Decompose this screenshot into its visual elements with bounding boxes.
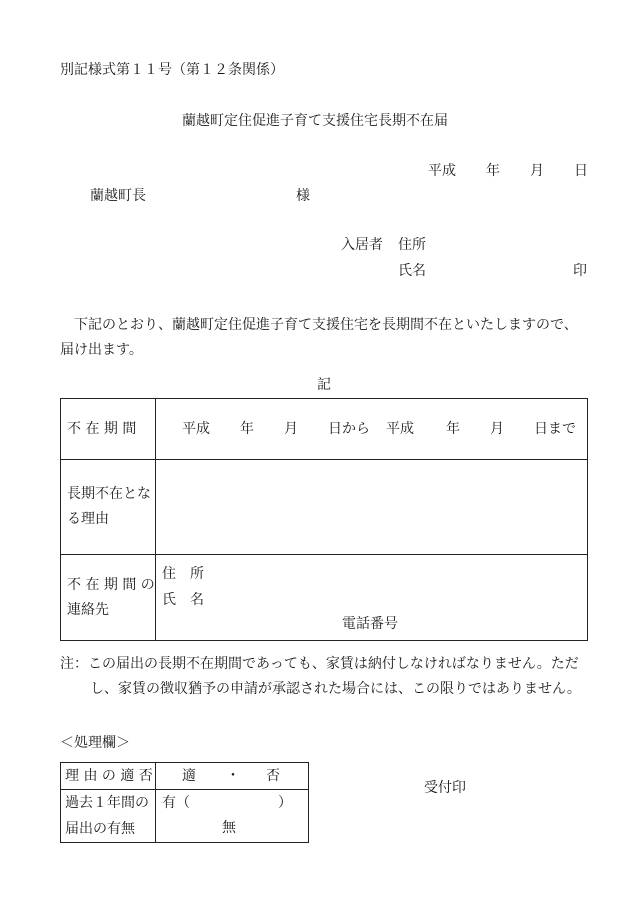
processing-approve: 適 [182,768,196,784]
processing-row-history [61,790,309,843]
contact-label-text: 不 在 期 間 の連絡先 [67,576,155,618]
date-year: 年 [486,163,500,179]
processing-reason-cell[interactable] [156,763,309,790]
reason-label-text: 長期不在となる理由 [67,486,151,527]
period-to-month: 月 [490,421,504,437]
period-to-era: 平成 [386,421,414,437]
processing-history-label-text: 過去１年間の届出の有無 [65,795,149,837]
period-from-month: 月 [284,421,298,437]
period-to-day: 日まで [534,421,576,437]
contact-phone-label: 電話番号 [342,616,398,632]
period-label-text: 不 在 期 間 [67,420,137,437]
contact-address-label: 住 所 [162,566,204,582]
processing-history-close: ） [278,795,292,811]
processing-reason-label-text: 理 由 の 適 否 [65,768,153,784]
processing-reason-label [61,763,156,790]
period-from-year: 年 [240,421,254,437]
processing-row-reason [61,763,309,790]
processing-history-cell[interactable] [156,790,309,843]
reason-label [61,460,156,555]
body-text: 下記のとおり、蘭越町定住促進子育て支援住宅を長期間不在といたしますので、届け出ます。 [60,317,578,358]
period-cell[interactable] [156,399,588,460]
processing-history-label [61,790,156,843]
honorific: 様 [296,188,310,204]
date-day: 日 [574,163,588,179]
processing-history-no: 無 [222,820,236,836]
receipt-stamp-label: 受付印 [424,780,466,796]
reason-input[interactable] [156,460,588,555]
record-heading: 記 [317,377,331,393]
contact-label [61,555,156,641]
processing-reject: 否 [266,768,280,784]
processing-table [60,762,309,843]
note-text: 注：この届出の長期不在期間であっても、家賃は納付しなければなりません。ただし、家賃の徴収猶予の申請が承認された場合には、この限りではありません。 [60,656,581,697]
contact-name-label: 氏 名 [162,592,204,608]
form-number: 別記様式第１１号（第１２条関係） [60,62,284,78]
contact-row [61,555,588,641]
application-table [60,398,588,641]
resident-label: 入居者 [341,237,383,253]
period-to-year: 年 [446,421,460,437]
processing-history-yes: 有（ [162,795,190,811]
document-title: 蘭越町定住促進子育て支援住宅長期不在届 [182,113,448,129]
addressee: 蘭越町長 [90,188,146,204]
period-label [61,399,156,460]
date-month: 月 [530,163,544,179]
applicant-name-label: 氏名 [398,263,426,279]
processing-separator: ・ [226,768,240,784]
period-from-day: 日から [328,421,370,437]
period-row [61,399,588,460]
contact-cell[interactable] [156,555,588,641]
period-from-era: 平成 [182,421,210,437]
reason-row [61,460,588,555]
seal-mark: 印 [573,263,587,279]
date-era: 平成 [428,163,456,179]
processing-heading: ＜処理欄＞ [60,735,130,751]
applicant-address-label: 住所 [398,237,426,253]
